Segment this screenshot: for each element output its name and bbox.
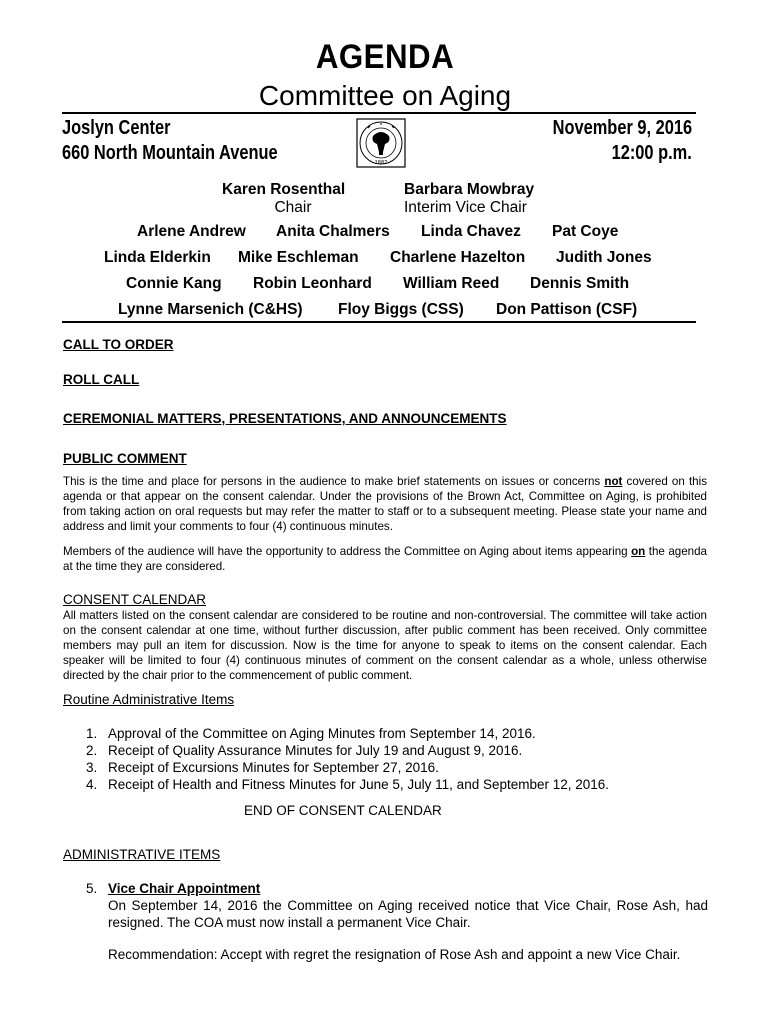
member-name: Dennis Smith: [530, 275, 630, 292]
roll-call-heading: ROLL CALL: [63, 372, 140, 387]
item5-recommendation: Recommendation: Accept with regret the resignation of Rose Ash and appoint a new Vice Chair.: [108, 947, 681, 962]
routine-items-list: [86, 725, 609, 793]
end-consent-calendar: END OF CONSENT CALENDAR: [244, 803, 442, 818]
consent-calendar-paragraph: All matters listed on the consent calendar are considered to be routine and non-controversial. The committee will take action on the consent calendar at one time, without further discussion, after public comment has been received. Only committee members may pull an item for discussion. Now is the time for anyone to speak to items on the consent calendar. Each speaker will be limited to four (4) continuous minutes of comment on the consent calendar as a whole, unless otherwise directed by the chair prior to the commencement of public comment.: [63, 609, 707, 682]
item5-number: 5.: [86, 881, 98, 896]
member-name: Linda Chavez: [421, 223, 521, 240]
list-item: 4. Receipt of Health and Fitness Minutes for June 5, July 11, and September 12, 2016.: [86, 777, 610, 792]
item5-description: On September 14, 2016 the Committee on Aging received notice that Vice Chair, Rose Ash, had resigned. The COA must now install a permanent Vice Chair.: [108, 898, 708, 930]
chair-name: Karen Rosenthal: [222, 181, 346, 198]
member-name: Arlene Andrew: [137, 223, 246, 240]
meeting-time: 12:00 p.m.: [611, 142, 692, 164]
committee-subtitle: Committee on Aging: [258, 80, 512, 111]
agenda-title: AGENDA: [315, 38, 455, 76]
meeting-date: November 9, 2016: [552, 117, 692, 139]
chair-title: Chair: [274, 199, 312, 216]
member-name: Charlene Hazelton: [390, 249, 526, 266]
location-address: 660 North Mountain Avenue: [62, 142, 278, 164]
vice-chair-title: Interim Vice Chair: [404, 199, 527, 216]
member-name: Mike Eschleman: [238, 249, 359, 266]
member-name: Connie Kang: [126, 275, 222, 292]
public-comment-paragraph: This is the time and place for persons in the audience to make brief statements on issues or concerns not covered on this agenda or that appear on the consent calendar. Under the provisions of the Brown Act, Committee on Aging, is prohibited from taking action on oral requests but may refer the matter to staff or to a subsequent meeting. Please state your name and address and limit your comments to four (4) continuous minutes.: [63, 475, 707, 533]
city-seal-logo: [356, 118, 406, 168]
call-to-order-heading: CALL TO ORDER: [63, 337, 174, 352]
administrative-items-heading: ADMINISTRATIVE ITEMS: [63, 847, 221, 862]
vice-chair-name: Barbara Mowbray: [404, 181, 535, 198]
header-top-rule: [62, 112, 696, 114]
list-item: 2. Receipt of Quality Assurance Minutes for July 19 and August 9, 2016.: [86, 743, 523, 758]
seal-year: 1887: [374, 160, 388, 166]
ceremonial-heading: CEREMONIAL MATTERS, PRESENTATIONS, AND ANNOUNCEMENTS: [63, 411, 507, 426]
consent-calendar-heading: CONSENT CALENDAR: [63, 592, 207, 607]
public-comment-heading: PUBLIC COMMENT: [63, 451, 187, 466]
member-name: Judith Jones: [556, 249, 652, 266]
audience-paragraph: Members of the audience will have the opportunity to address the Committee on Aging about items appearing on the agenda at the time they are considered.: [63, 545, 708, 573]
item5-title: Vice Chair Appointment: [108, 881, 261, 896]
member-name: Anita Chalmers: [276, 223, 390, 240]
member-name: William Reed: [403, 275, 500, 292]
member-name: Linda Elderkin: [104, 249, 211, 266]
location-name: Joslyn Center: [62, 117, 171, 139]
member-name: Lynne Marsenich (C&HS): [118, 301, 303, 318]
member-name: Floy Biggs (CSS): [338, 301, 464, 318]
member-name: Pat Coye: [552, 223, 619, 240]
list-item: 1. Approval of the Committee on Aging Minutes from September 14, 2016.: [86, 726, 536, 741]
member-name: Don Pattison (CSF): [496, 301, 638, 318]
list-item: 3. Receipt of Excursions Minutes for September 27, 2016.: [86, 760, 439, 775]
member-name: Robin Leonhard: [253, 275, 372, 292]
members-bottom-rule: [62, 321, 696, 323]
routine-items-heading: Routine Administrative Items: [63, 692, 235, 707]
